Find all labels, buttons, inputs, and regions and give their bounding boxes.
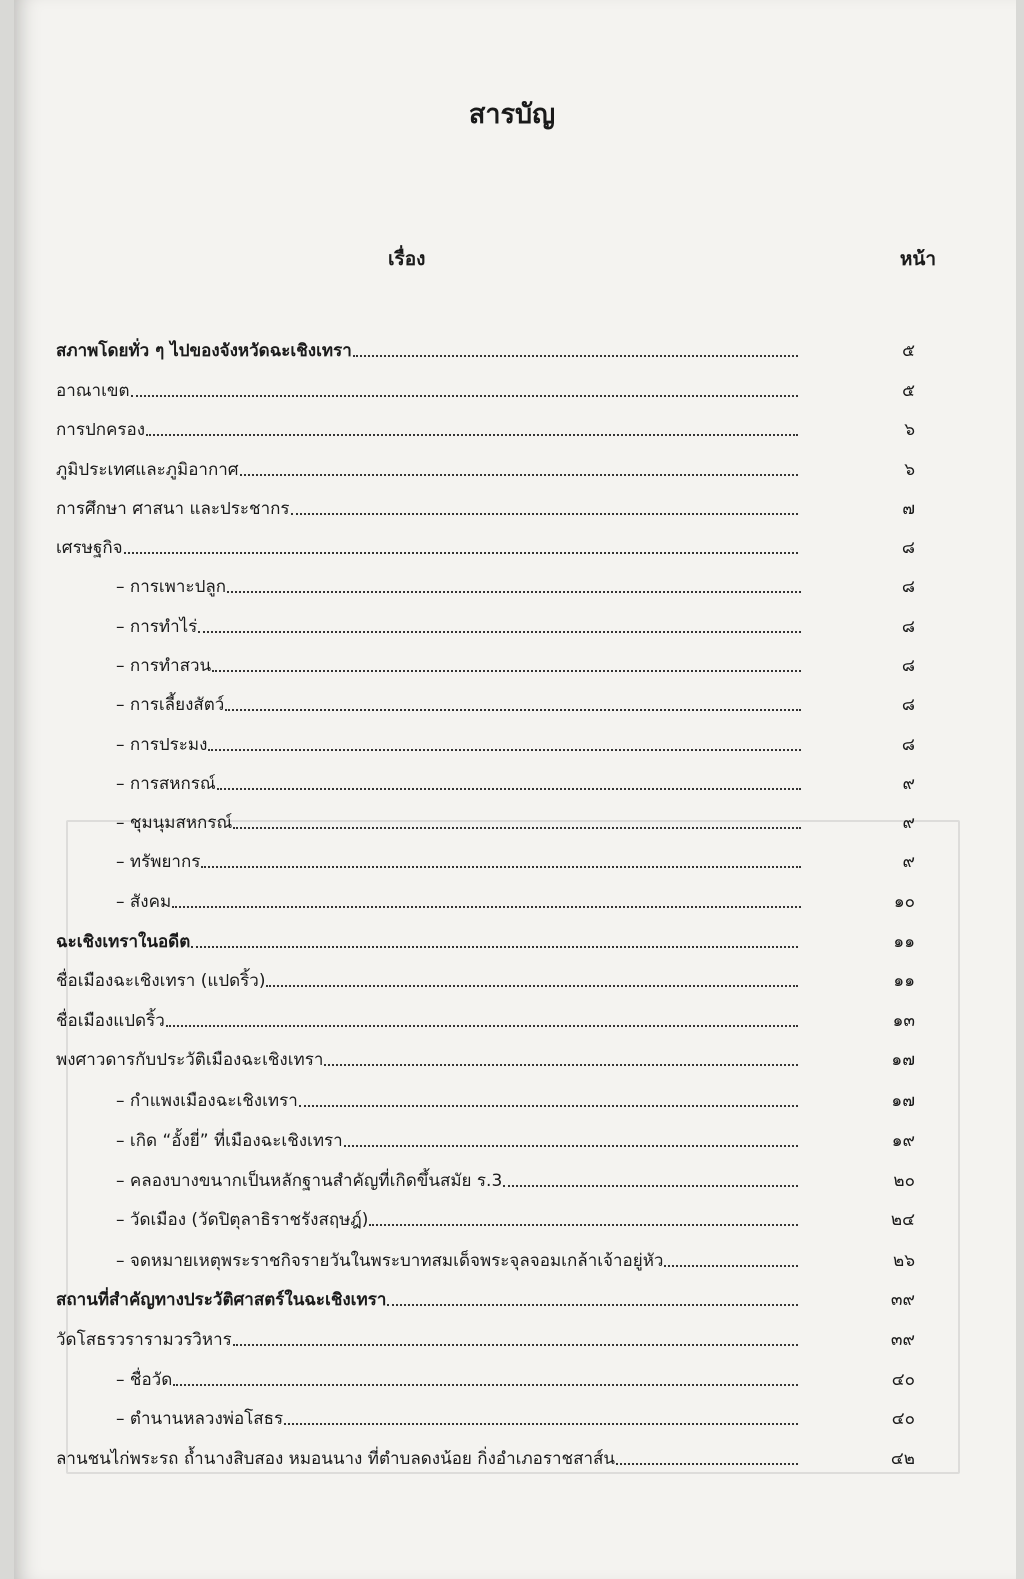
toc-entry bbox=[116, 1166, 915, 1192]
dot-leader bbox=[173, 1384, 798, 1386]
toc-entry-label: สภาพโดยทั่ว ๆ ไปของจังหวัดฉะเชิงเทรา bbox=[56, 341, 352, 361]
toc-entry-label: การปกครอง bbox=[56, 420, 146, 440]
toc-entry-label: – คลองบางขนากเป็นหลักฐานสำคัญที่เกิดขึ้นสมัย ร.3 bbox=[116, 1171, 503, 1191]
toc-entry bbox=[116, 847, 915, 873]
toc-entry bbox=[116, 887, 915, 913]
toc-entry-label: – ตำนานหลวงพ่อโสธร bbox=[116, 1409, 284, 1429]
dot-leader bbox=[664, 1265, 798, 1267]
toc-entry-page-number: ๖ bbox=[904, 460, 915, 480]
toc-entry-label: ฉะเชิงเทราในอดีต bbox=[56, 932, 191, 952]
toc-entry-page-number: ๑๑ bbox=[893, 932, 915, 952]
dot-leader bbox=[212, 670, 801, 672]
dot-leader bbox=[324, 1064, 798, 1066]
toc-entry-label: – จดหมายเหตุพระราชกิจรายวันในพระบาทสมเด็จพระจุลจอมเกล้าเจ้าอยู่หัว bbox=[116, 1251, 664, 1271]
toc-entry bbox=[116, 808, 915, 834]
dot-leader bbox=[369, 1224, 798, 1226]
toc-entry-label: – กำแพงเมืองฉะเชิงเทรา bbox=[116, 1091, 298, 1111]
toc-entry-label: – วัดเมือง (วัดปิตุลาธิราชรังสฤษฎ์) bbox=[116, 1210, 369, 1230]
toc-entry-label: – ชื่อวัด bbox=[116, 1370, 173, 1390]
toc-entry bbox=[56, 1285, 915, 1311]
page-title: สารบัญ bbox=[468, 99, 556, 130]
dot-leader bbox=[124, 552, 798, 554]
toc-entry bbox=[56, 376, 915, 402]
toc-entry-label: เศรษฐกิจ bbox=[56, 538, 123, 558]
toc-entry bbox=[116, 1246, 915, 1272]
toc-entry-label: การศึกษา ศาสนา และประชากร bbox=[56, 499, 290, 519]
toc-entry-page-number: ๘ bbox=[901, 735, 915, 755]
dot-leader bbox=[191, 946, 798, 948]
dot-leader bbox=[344, 1145, 798, 1147]
toc-entry-label: ลานชนไก่พระรถ ถ้ำนางสิบสอง หมอนนาง ที่ตำบลดงน้อย กิ่งอำเภอราชสาส์น bbox=[56, 1449, 616, 1469]
toc-entry-page-number: ๒๐ bbox=[893, 1171, 915, 1191]
column-header-story: เรื่อง bbox=[388, 248, 426, 270]
toc-entry bbox=[56, 494, 915, 520]
dot-leader bbox=[131, 395, 798, 397]
dot-leader bbox=[233, 1344, 798, 1346]
dot-leader bbox=[208, 749, 801, 751]
toc-entry-label: – การทำไร่ bbox=[116, 617, 198, 637]
toc-entry-page-number: ๘ bbox=[901, 695, 915, 715]
toc-entry bbox=[56, 1045, 915, 1071]
toc-entry-page-number: ๒๖ bbox=[893, 1251, 915, 1271]
toc-entry bbox=[56, 1006, 915, 1032]
toc-entry-label: สถานที่สำคัญทางประวัติศาสตร์ในฉะเชิงเทรา bbox=[56, 1290, 387, 1310]
toc-entry-page-number: ๕ bbox=[902, 381, 915, 401]
toc-entry bbox=[116, 1205, 915, 1231]
toc-entry-page-number: ๔๐ bbox=[891, 1409, 915, 1429]
dot-leader bbox=[299, 1105, 798, 1107]
toc-entry bbox=[56, 533, 915, 559]
dot-leader bbox=[198, 631, 801, 633]
toc-entry-page-number: ๙ bbox=[902, 774, 915, 794]
toc-entry-label: อาณาเขต bbox=[56, 381, 130, 401]
toc-entry-label: ชื่อเมืองฉะเชิงเทรา (แปดริ้ว) bbox=[56, 971, 266, 991]
toc-entry-label: – การประมง bbox=[116, 735, 208, 755]
dot-leader bbox=[217, 788, 801, 790]
dot-leader bbox=[146, 434, 798, 436]
column-header-page: หน้า bbox=[899, 248, 936, 270]
toc-entry-page-number: ๘ bbox=[901, 656, 915, 676]
toc-entry bbox=[116, 572, 915, 598]
toc-entry-label: – ชุมนุมสหกรณ์ bbox=[116, 813, 233, 833]
toc-entry-page-number: ๕ bbox=[902, 341, 915, 361]
dot-leader bbox=[227, 591, 801, 593]
toc-entry-page-number: ๔๒ bbox=[890, 1449, 915, 1469]
toc-entry bbox=[116, 612, 915, 638]
toc-entry bbox=[56, 455, 915, 481]
toc-entry bbox=[56, 1325, 915, 1351]
toc-entry-page-number: ๙ bbox=[902, 852, 915, 872]
dot-leader bbox=[201, 866, 801, 868]
toc-entry-page-number: ๑๐ bbox=[893, 892, 915, 912]
toc-entry bbox=[116, 1126, 915, 1152]
toc-entry-label: วัดโสธรวรารามวรวิหาร bbox=[56, 1330, 232, 1350]
toc-entry-label: ชื่อเมืองแปดริ้ว bbox=[56, 1011, 165, 1031]
toc-entry-page-number: ๓๙ bbox=[890, 1330, 915, 1350]
toc-entry-label: – การเลี้ยงสัตว์ bbox=[116, 695, 225, 715]
toc-entry bbox=[56, 966, 915, 992]
dot-leader bbox=[172, 906, 801, 908]
toc-entry-page-number: ๑๙ bbox=[891, 1131, 915, 1151]
toc-entry-page-number: ๓๙ bbox=[890, 1290, 915, 1310]
toc-entry bbox=[56, 1444, 915, 1470]
toc-entry bbox=[56, 927, 915, 953]
dot-leader bbox=[240, 474, 798, 476]
dot-leader bbox=[616, 1463, 798, 1465]
dot-leader bbox=[353, 355, 798, 357]
toc-entry-page-number: ๔๐ bbox=[891, 1370, 915, 1390]
toc-entry bbox=[116, 730, 915, 756]
toc-entry-page-number: ๘ bbox=[901, 538, 915, 558]
toc-entry-page-number: ๑๗ bbox=[891, 1050, 915, 1070]
toc-entry-page-number: ๘ bbox=[901, 617, 915, 637]
toc-entry bbox=[56, 336, 915, 362]
dot-leader bbox=[233, 827, 801, 829]
toc-entry-page-number: ๗ bbox=[902, 499, 915, 519]
dot-leader bbox=[225, 709, 801, 711]
toc-entry-label: – การเพาะปลูก bbox=[116, 577, 227, 597]
dot-leader bbox=[166, 1025, 798, 1027]
toc-entry bbox=[116, 651, 915, 677]
toc-entry-page-number: ๒๔ bbox=[890, 1210, 915, 1230]
dot-leader bbox=[291, 513, 798, 515]
toc-entry bbox=[116, 1086, 915, 1112]
toc-entry-page-number: ๙ bbox=[902, 813, 915, 833]
toc-entry bbox=[116, 769, 915, 795]
toc-entry-label: พงศาวดารกับประวัติเมืองฉะเชิงเทรา bbox=[56, 1050, 324, 1070]
dot-leader bbox=[503, 1185, 798, 1187]
toc-entry bbox=[56, 415, 915, 441]
toc-entry-page-number: ๑๑ bbox=[893, 971, 915, 991]
dot-leader bbox=[266, 985, 798, 987]
toc-entry-label: – เกิด “อั้งยี่” ที่เมืองฉะเชิงเทรา bbox=[116, 1131, 343, 1151]
toc-entry-label: – การสหกรณ์ bbox=[116, 774, 216, 794]
dot-leader bbox=[387, 1304, 798, 1306]
toc-entry-page-number: ๖ bbox=[904, 420, 915, 440]
toc-entry-page-number: ๑๗ bbox=[891, 1091, 915, 1111]
toc-entry bbox=[116, 690, 915, 716]
toc-entry-label: – การทำสวน bbox=[116, 656, 212, 676]
toc-entry-page-number: ๘ bbox=[901, 577, 915, 597]
toc-entry bbox=[116, 1404, 915, 1430]
toc-entry-page-number: ๑๓ bbox=[892, 1011, 915, 1031]
toc-entry-label: – ทรัพยากร bbox=[116, 852, 201, 872]
toc-entry-label: ภูมิประเทศและภูมิอากาศ bbox=[56, 460, 239, 480]
toc-entry-label: – สังคม bbox=[116, 892, 172, 912]
toc-entry bbox=[116, 1365, 915, 1391]
dot-leader bbox=[284, 1423, 798, 1425]
